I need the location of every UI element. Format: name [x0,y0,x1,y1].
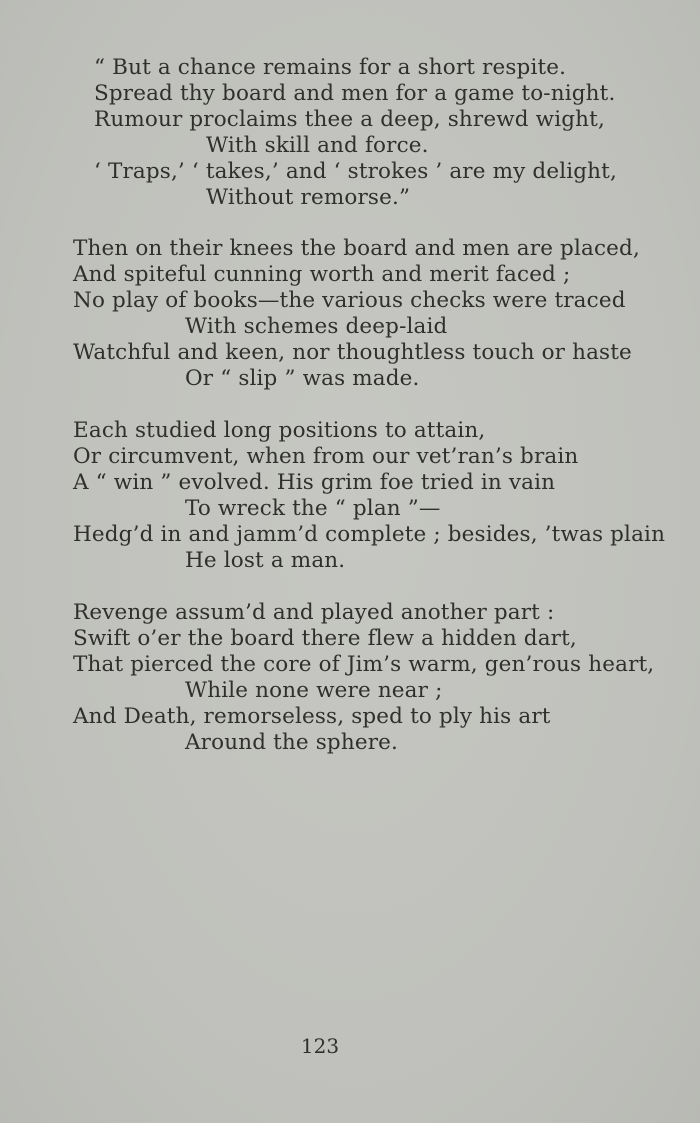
poem-line: And Death, remorseless, sped to ply his art [73,704,551,729]
poem-line: While none were near ; [185,678,443,703]
poem-line: Watchful and keen, nor thoughtless touch or haste [73,340,632,365]
poem-line: Each studied long positions to attain, [73,418,486,443]
poem-line: Then on their knees the board and men are placed, [73,236,640,261]
poem-line: ‘ Traps,’ ‘ takes,’ and ‘ strokes ’ are my delight, [94,159,617,184]
poem-line: Revenge assum’d and played another part : [73,600,555,625]
poem-line: A “ win ” evolved. His grim foe tried in vain [73,470,556,495]
poem-line: With schemes deep-laid [185,314,448,339]
poem-line: Swift o’er the board there flew a hidden dart, [73,626,577,651]
poem-line: To wreck the “ plan ”— [185,496,441,521]
poem-line: And spiteful cunning worth and merit faced ; [73,262,571,287]
poem-line: No play of books—the various checks were traced [73,288,626,313]
poem-line: That pierced the core of Jim’s warm, gen’rous heart, [73,652,655,677]
poem-line: Without remorse.” [206,185,411,210]
poem-line: Or “ slip ” was made. [185,366,420,391]
page-number: 123 [300,1034,340,1058]
poem-line: Rumour proclaims thee a deep, shrewd wight, [94,107,605,132]
poem-line: Or circumvent, when from our vet’ran’s brain [73,444,579,469]
poem-line: Spread thy board and men for a game to-night. [94,81,616,106]
poem-line: “ But a chance remains for a short respite. [94,55,567,80]
poem-line: Around the sphere. [185,730,398,755]
poem-line: Hedg’d in and jamm’d complete ; besides, ’twas plain [73,522,666,547]
poem-line: With skill and force. [206,133,429,158]
poem-line: He lost a man. [185,548,346,573]
